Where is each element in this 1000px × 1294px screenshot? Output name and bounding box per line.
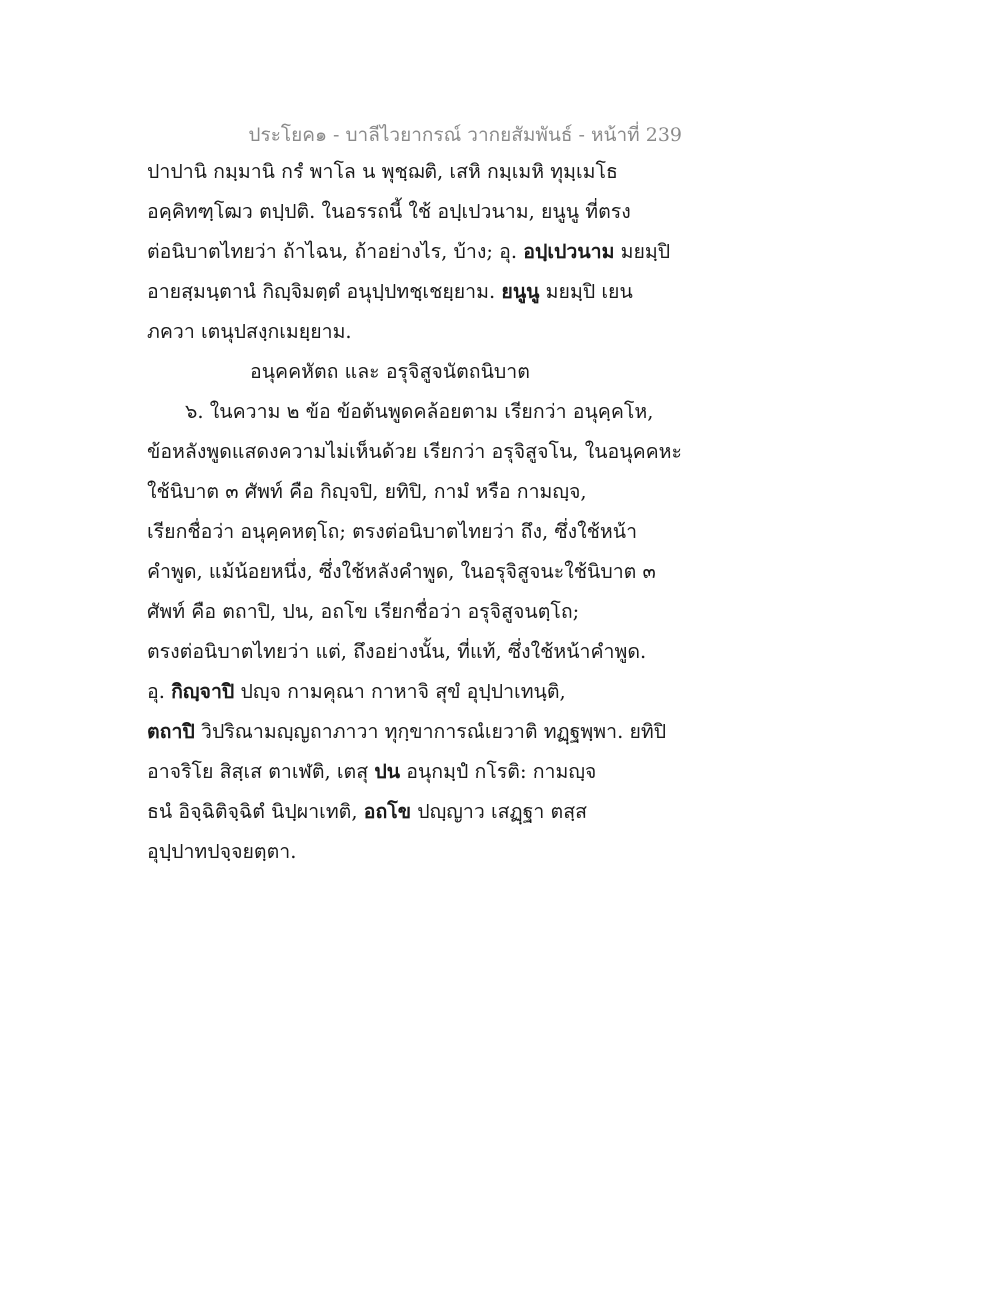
- text-segment: อนุคคหัตถ และ อรุจิสูจนัตถนิบาต: [250, 360, 530, 383]
- text-segment: อายสฺมนฺตานํ กิญฺจิมตฺตํ อนุปฺปทชฺเชยฺยาม.: [147, 280, 502, 303]
- body-text: [147, 152, 687, 872]
- text-segment: คำพูด, แม้น้อยหนึ่ง, ซึ่งใช้หลังคำพูด, ในอรุจิสูจนะใช้นิบาต ๓: [147, 560, 656, 583]
- text-line: [147, 792, 687, 832]
- text-segment: ศัพท์ คือ ตถาปิ, ปน, อถโข เรียกชื่อว่า อรุจิสูจนตฺโถ;: [147, 600, 580, 623]
- text-line: [147, 832, 687, 872]
- text-line: [147, 752, 687, 792]
- text-line: [147, 632, 687, 672]
- text-line: [147, 272, 687, 312]
- text-segment: ปญฺญาว เสฏฺฐา ตสฺส: [411, 800, 588, 823]
- text-segment: ธนํ อิจฺฉิติจฺฉิตํ นิปฺผาเทติ,: [147, 800, 364, 823]
- text-segment: ภควา เตนุปสงฺกเมยฺยาม.: [147, 320, 352, 343]
- text-segment: มยมฺปิ เยน: [539, 280, 633, 303]
- text-line: [147, 512, 687, 552]
- text-line: [147, 712, 687, 752]
- page-header: ประโยค๑ - บาลีไวยากรณ์ วากยสัมพันธ์ - หน้าที่ 239: [248, 124, 682, 146]
- text-line: [147, 432, 687, 472]
- text-line: [147, 192, 687, 232]
- text-line: [147, 232, 687, 272]
- text-segment: ปญฺจ กามคุณา กาหาจิ สุขํ อุปฺปาเทนฺติ,: [234, 680, 566, 703]
- text-line: [147, 312, 687, 352]
- text-segment: อคฺคิทฑฺโฒว ตปฺปติ. ในอรรถนี้ ใช้ อปฺเปวนาม, ยนูนู ที่ตรง: [147, 200, 631, 223]
- text-segment: วิปริณามญฺญถาภาวา ทุกฺขาการณํเยวาติ ทฏฺฐพฺพา. ยทิปิ: [194, 720, 667, 743]
- text-segment: ๖. ในความ ๒ ข้อ ข้อต้นพูดคล้อยตาม เรียกว่า อนุคฺคโห,: [185, 400, 654, 423]
- bold-term: ปน: [374, 760, 401, 783]
- text-line: [147, 552, 687, 592]
- text-segment: ตรงต่อนิบาตไทยว่า แต่, ถึงอย่างนั้น, ที่แท้, ซึ่งใช้หน้าคำพูด.: [147, 640, 647, 663]
- text-line: [147, 392, 687, 432]
- text-line: [147, 592, 687, 632]
- section-heading: [147, 352, 687, 392]
- text-line: [147, 472, 687, 512]
- text-line: [147, 152, 687, 192]
- text-segment: เรียกชื่อว่า อนุคฺคหตฺโถ; ตรงต่อนิบาตไทยว่า ถึง, ซึ่งใช้หน้า: [147, 520, 638, 543]
- bold-term: กิญฺจาปิ: [171, 680, 235, 703]
- text-line: [147, 672, 687, 712]
- text-segment: อุปฺปาทปจฺจยตฺตา.: [147, 840, 297, 863]
- text-segment: ปาปานิ กมฺมานิ กรํ พาโล น พุชฺฌติ, เสหิ กมฺเมหิ ทุมฺเมโธ: [147, 160, 618, 183]
- text-segment: ข้อหลังพูดแสดงความไม่เห็นด้วย เรียกว่า อรุจิสูจโน, ในอนุคคหะ: [147, 440, 683, 463]
- text-segment: ใช้นิบาต ๓ ศัพท์ คือ กิญฺจปิ, ยทิปิ, กามํ หรือ กามญฺจ,: [147, 480, 587, 503]
- text-segment: มยมฺปิ: [614, 240, 671, 263]
- text-segment: อาจริโย สิสฺเส ตาเฬติ, เตสุ: [147, 760, 375, 783]
- bold-term: อถโข: [363, 800, 412, 823]
- bold-term: อปฺเปวนาม: [523, 240, 615, 263]
- text-segment: อุ.: [147, 680, 172, 703]
- text-segment: ต่อนิบาตไทยว่า ถ้าไฉน, ถ้าอย่างไร, บ้าง; อุ.: [147, 240, 524, 263]
- text-segment: อนุกมฺปํ กโรติ: กามญฺจ: [400, 760, 597, 783]
- bold-term: ยนูนู: [501, 280, 540, 303]
- bold-term: ตถาปิ: [147, 720, 195, 743]
